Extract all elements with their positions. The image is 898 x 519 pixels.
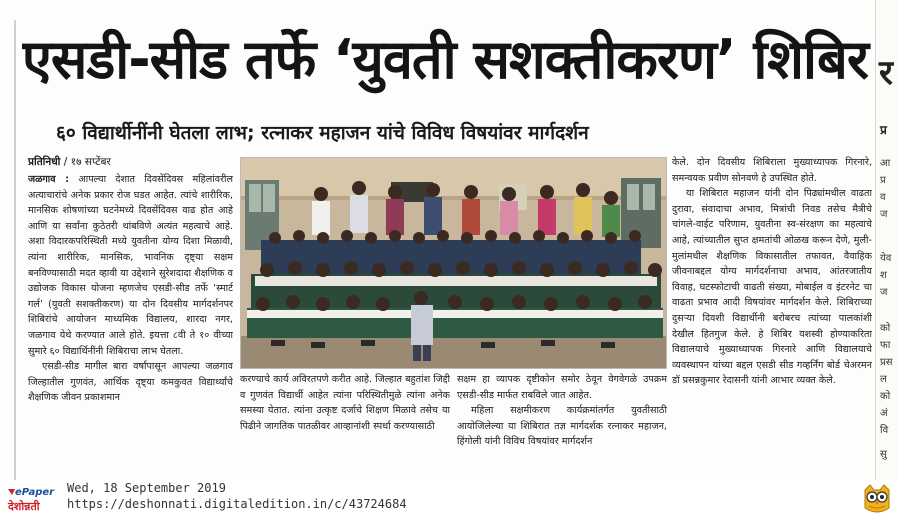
- col4-paragraph-1: केले. दोन दिवसीय शिबिराला मुख्याध्यापक गिरनारे, समन्वयक प्रवीण सोनवणे हे उपस्थित होते.: [672, 157, 872, 184]
- neighbor-line: सु: [880, 449, 887, 460]
- neighbor-line: येव: [880, 253, 892, 264]
- neighbor-line: व: [880, 192, 886, 203]
- logo-bottom-text: देशोन्नती: [8, 500, 40, 513]
- footer-url[interactable]: https://deshonnati.digitaledition.in/c/43724684: [67, 497, 407, 511]
- neighbor-line: श: [880, 270, 887, 281]
- byline-label: प्रतिनिधी: [28, 156, 61, 168]
- neighbor-article-strip: [875, 0, 898, 480]
- col3-paragraph-2: महिला सक्षमीकरण कार्यक्रमांतर्गत युवतीसाठी आयोजिलेल्या या शिबिरात तज्ञ मार्गदर्शक रत्नाकर महाजन, हिंगोली यांनी विविध विषयांवर मार्गदर्शन: [457, 405, 667, 448]
- epaper-logo[interactable]: [6, 485, 62, 515]
- neighbor-line: ज: [880, 287, 888, 298]
- neighbor-line: प्रस: [880, 357, 893, 368]
- article-column-1: [28, 172, 233, 472]
- owl-icon[interactable]: [860, 482, 894, 516]
- article-column-4: [672, 155, 872, 475]
- dateline: जळगाव :: [28, 174, 70, 185]
- byline: [28, 155, 111, 169]
- col3-paragraph-1: सक्षम हा व्यापक दृष्टीकोन समोर ठेवून वेगवेगळे उपक्रम एसडी-सीड मार्फत राबविले जात आहेत.: [457, 374, 667, 401]
- footer-date: Wed, 18 September 2019: [67, 481, 226, 495]
- neighbor-subhead-fragment: प्र: [880, 123, 887, 137]
- neighbor-line: अं: [880, 408, 888, 419]
- group-photo: [240, 157, 667, 369]
- neighbor-line: को: [880, 323, 891, 334]
- neighbor-line: ज: [880, 209, 888, 220]
- neighbor-headline-fragment: र: [879, 53, 893, 93]
- article-column-3: [457, 372, 667, 472]
- neighbor-line: को: [880, 391, 891, 402]
- column-rule: [14, 20, 16, 480]
- neighbor-line: वि: [880, 425, 889, 436]
- neighbor-line: आ: [880, 158, 891, 169]
- col1-paragraph-1: आपल्या देशात दिवसेंदिवस महिलांवरील अत्याचारांचे अनेक प्रकार रोज घडत आहेत. त्यांचे शारीरिक, मानसिक शोषणांच्या घटनेमध्ये दिवसेंदिवस वाढ होत आहे आणि या सर्वांना कुठेतरी थांबविणे अत्यंत महत्वाचे आहे. अशा विदारकपरिस्थिती मध्ये युवतीना योग्य दिशा मिळावी, त्यांना शारीरिक, मानसिक, भावनिक दृष्ट्या सक्षम बनविण्यासाठी मदत व्हावी या उद्देशाने सुरेशदादा शैक्षणिक व उद्योजक विकास योजना म्हणजेच एसडी-सीड तर्फे ‘स्मार्ट गर्ल’ (युवती सशक्तीकरण) या दोन दिवसीय मार्गदर्शनपर शिबिरांचे आयोजन माध्यमिक विद्यालय, शारदा नगर, जळगाव येथे करण्यात आले होते. इयत्ता ८वी ते १० वीच्या सुमारे ६० विद्यार्थिनींनी शिबिराचा लाभ घेतला.: [28, 174, 233, 357]
- article-column-2: करण्याचे कार्य अविरतपणे करीत आहे. जिल्हात बहुतांश जिद्दी व गुणवंत विद्यार्थी आहेत त्यांना परिस्थितीमुळे त्यांना अनेक समस्या येतात. त्यांना उत्कृष्ट दर्जाचे शिक्षण मिळावे तसेच या पिढीने जागतिक पातळीवर आव्हानांशी स्पर्धा करण्यासाठी: [240, 374, 450, 432]
- neighbor-line: फा: [880, 340, 891, 351]
- logo-top-text: ePaper: [15, 487, 55, 498]
- col4-paragraph-2: या शिबिरात महाजन यांनी दोन पिढ्यांमधील वाढता दुरावा, संवादाचा अभाव, मित्रांची निवड तसेच मैत्रीचे चांगले-वाईट परिणाम, युवतीना स्व-संरक्षण का महत्वाचे आहे, त्यांच्यातील सुप्त क्षमतांची ओळख करून देणे, मुली-मुलांमधील शैक्षणिक विकासातील तफावत, वैवाहिक जीवनाबद्दल योग्य मार्गदर्शनाचा अभाव, आंतरजातीय विवाह, घटस्फोटाची वाढती संख्या, मोबाईल व इंटरनेट चा वाढता प्रभाव आदी विषयांवर मार्गदर्शन केले. शिबिराच्या दुसऱ्या दिवशी विद्यार्थीनी बरोबरच त्यांच्या पालकांशी देखील हितगुज केले. हे शिबिर यशस्वी होण्याकरिता विद्यालयाचे मुख्याध्यापक गिरनारे आणि विद्यालयाचे व्यवस्थापन यांच्या बद्दल एसडी सीड गव्हर्निंग बोर्ड चेअरमन डॉ प्रसन्नकुमार रेदासनी यांनी आभार व्यक्त केले.: [672, 188, 872, 387]
- byline-date: / १७ सप्टेंबर: [63, 156, 111, 168]
- neighbor-line: प्र: [880, 175, 886, 186]
- article-headline: एसडी-सीड तर्फे ‘युवती सशक्तीकरण’ शिबिर: [22, 28, 868, 91]
- neighbor-line: ल: [880, 374, 887, 385]
- col1-paragraph-2: एसडी-सीड मागील बारा वर्षांपासून आपल्या जळगाव जिल्हातील गुणवंत, आर्थिक दृष्ट्या कमकुवत विद्यार्थ्यांचे शैक्षणिक जीवन प्रकाशमान: [28, 361, 233, 404]
- article-subheadline: ६० विद्यार्थीनींनी घेतला लाभ; रत्नाकर महाजन यांचे विविध विषयांवर मार्गदर्शन: [56, 122, 589, 144]
